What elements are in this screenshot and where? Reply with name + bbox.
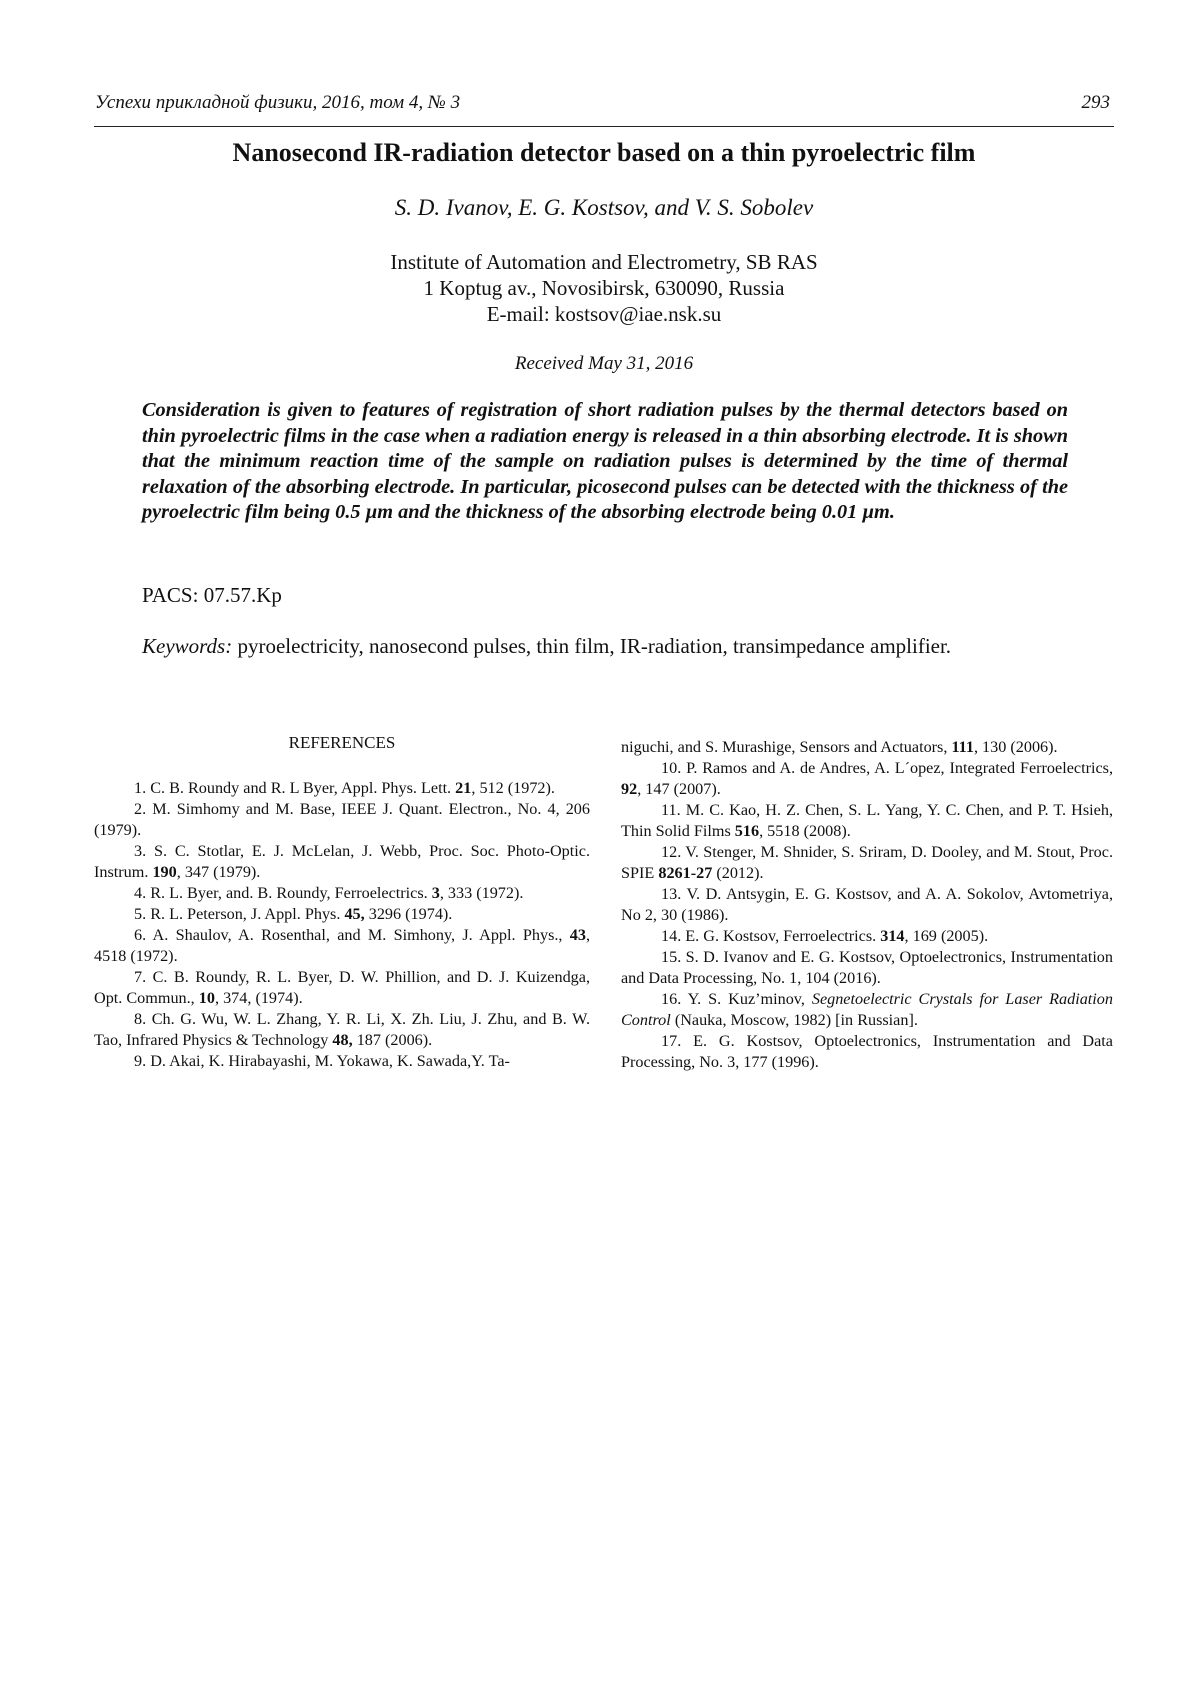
references-heading: REFERENCES	[288, 733, 396, 752]
reference-item: 2. M. Simhomy and M. Base, IEEE J. Quant. Electron., No. 4, 206 (1979).	[94, 800, 590, 839]
received-date: Received May 31, 2016	[514, 353, 694, 374]
affiliation	[94, 249, 1114, 327]
reference-item-continued: niguchi, and S. Murashige, Sensors and Actuators, 111, 130 (2006).	[621, 738, 1058, 756]
reference-item: 11. M. C. Kao, H. Z. Chen, S. L. Yang, Y. C. Chen, and P. T. Hsieh, Thin Solid Films 516, 5518 (2008).	[621, 801, 1113, 840]
references-column-right	[621, 737, 1113, 1073]
reference-item: 15. S. D. Ivanov and E. G. Kostsov, Optoelectronics, Instrumentation and Data Processing, No. 1, 104 (2016).	[621, 948, 1113, 987]
affiliation-address: 1 Koptug av., Novosibirsk, 630090, Russia	[423, 276, 785, 300]
reference-item: 5. R. L. Peterson, J. Appl. Phys. 45, 3296 (1974).	[134, 905, 453, 923]
reference-item: 10. P. Ramos and A. de Andres, A. L´opez, Integrated Ferroelectrics, 92, 147 (2007).	[621, 759, 1113, 798]
keywords	[142, 634, 951, 659]
reference-item: 7. C. B. Roundy, R. L. Byer, D. W. Phillion, and D. J. Kuizendga, Opt. Commun., 10, 374, (1974).	[94, 968, 590, 1007]
reference-item: 1. C. B. Roundy and R. L Byer, Appl. Phys. Lett. 21, 512 (1972).	[134, 779, 555, 797]
abstract: Consideration is given to features of registration of short radiation pulses by the thermal detectors based on thin pyroelectric films in the case when a radiation energy is released in a thin absorbing electrode. It is shown that the minimum reaction time of the sample on radiation pulses is determined by the time of thermal relaxation of the absorbing electrode. In particular, picosecond pulses can be detected with the thickness of the pyroelectric film being 0.5 µm and the thickness of the absorbing electrode being 0.01 µm.	[142, 399, 1068, 523]
reference-item: 14. E. G. Kostsov, Ferroelectrics. 314, 169 (2005).	[661, 927, 989, 945]
reference-item: 16. Y. S. Kuz’minov, Segnetoelectric Crystals for Laser Radiation Control (Nauka, Moscow, 1982) [in Russian].	[621, 990, 1113, 1029]
header-rule	[94, 126, 1114, 127]
affiliation-email: E-mail: kostsov@iae.nsk.su	[486, 302, 722, 326]
page-number: 293	[1081, 92, 1110, 113]
authors: S. D. Ivanov, E. G. Kostsov, and V. S. Sobolev	[394, 195, 814, 220]
keywords-label: Keywords:	[142, 634, 233, 658]
reference-item: 6. A. Shaulov, A. Rosenthal, and M. Simhony, J. Appl. Phys., 43, 4518 (1972).	[94, 926, 590, 965]
reference-item: 9. D. Akai, K. Hirabayashi, M. Yokawa, K. Sawada,Y. Ta-	[134, 1052, 510, 1070]
journal-header: Успехи прикладной физики, 2016, том 4, № 3	[95, 92, 461, 113]
reference-item: 3. S. C. Stotlar, E. J. McLelan, J. Webb, Proc. Soc. Photo-Optic. Instrum. 190, 347 (1979).	[94, 842, 590, 881]
reference-item: 17. E. G. Kostsov, Optoelectronics, Instrumentation and Data Processing, No. 3, 177 (1996).	[621, 1032, 1113, 1071]
references-column-left	[94, 778, 590, 1072]
reference-item: 13. V. D. Antsygin, E. G. Kostsov, and A. A. Sokolov, Avtometriya, No 2, 30 (1986).	[621, 885, 1113, 924]
reference-item: 8. Ch. G. Wu, W. L. Zhang, Y. R. Li, X. Zh. Liu, J. Zhu, and B. W. Tao, Infrared Physics & Technology 48, 187 (2006).	[94, 1010, 590, 1049]
keywords-list: pyroelectricity, nanosecond pulses, thin film, IR-radiation, transimpedance amplifier.	[237, 634, 952, 658]
pacs-code: PACS: 07.57.Kp	[142, 583, 282, 607]
affiliation-institute: Institute of Automation and Electrometry, SB RAS	[390, 250, 818, 274]
article-title: Nanosecond IR-radiation detector based on a thin pyroelectric film	[232, 138, 976, 167]
reference-item: 12. V. Stenger, M. Shnider, S. Sriram, D. Dooley, and M. Stout, Proc. SPIE 8261-27 (2012).	[621, 843, 1113, 882]
reference-item: 4. R. L. Byer, and. B. Roundy, Ferroelectrics. 3, 333 (1972).	[134, 884, 524, 902]
